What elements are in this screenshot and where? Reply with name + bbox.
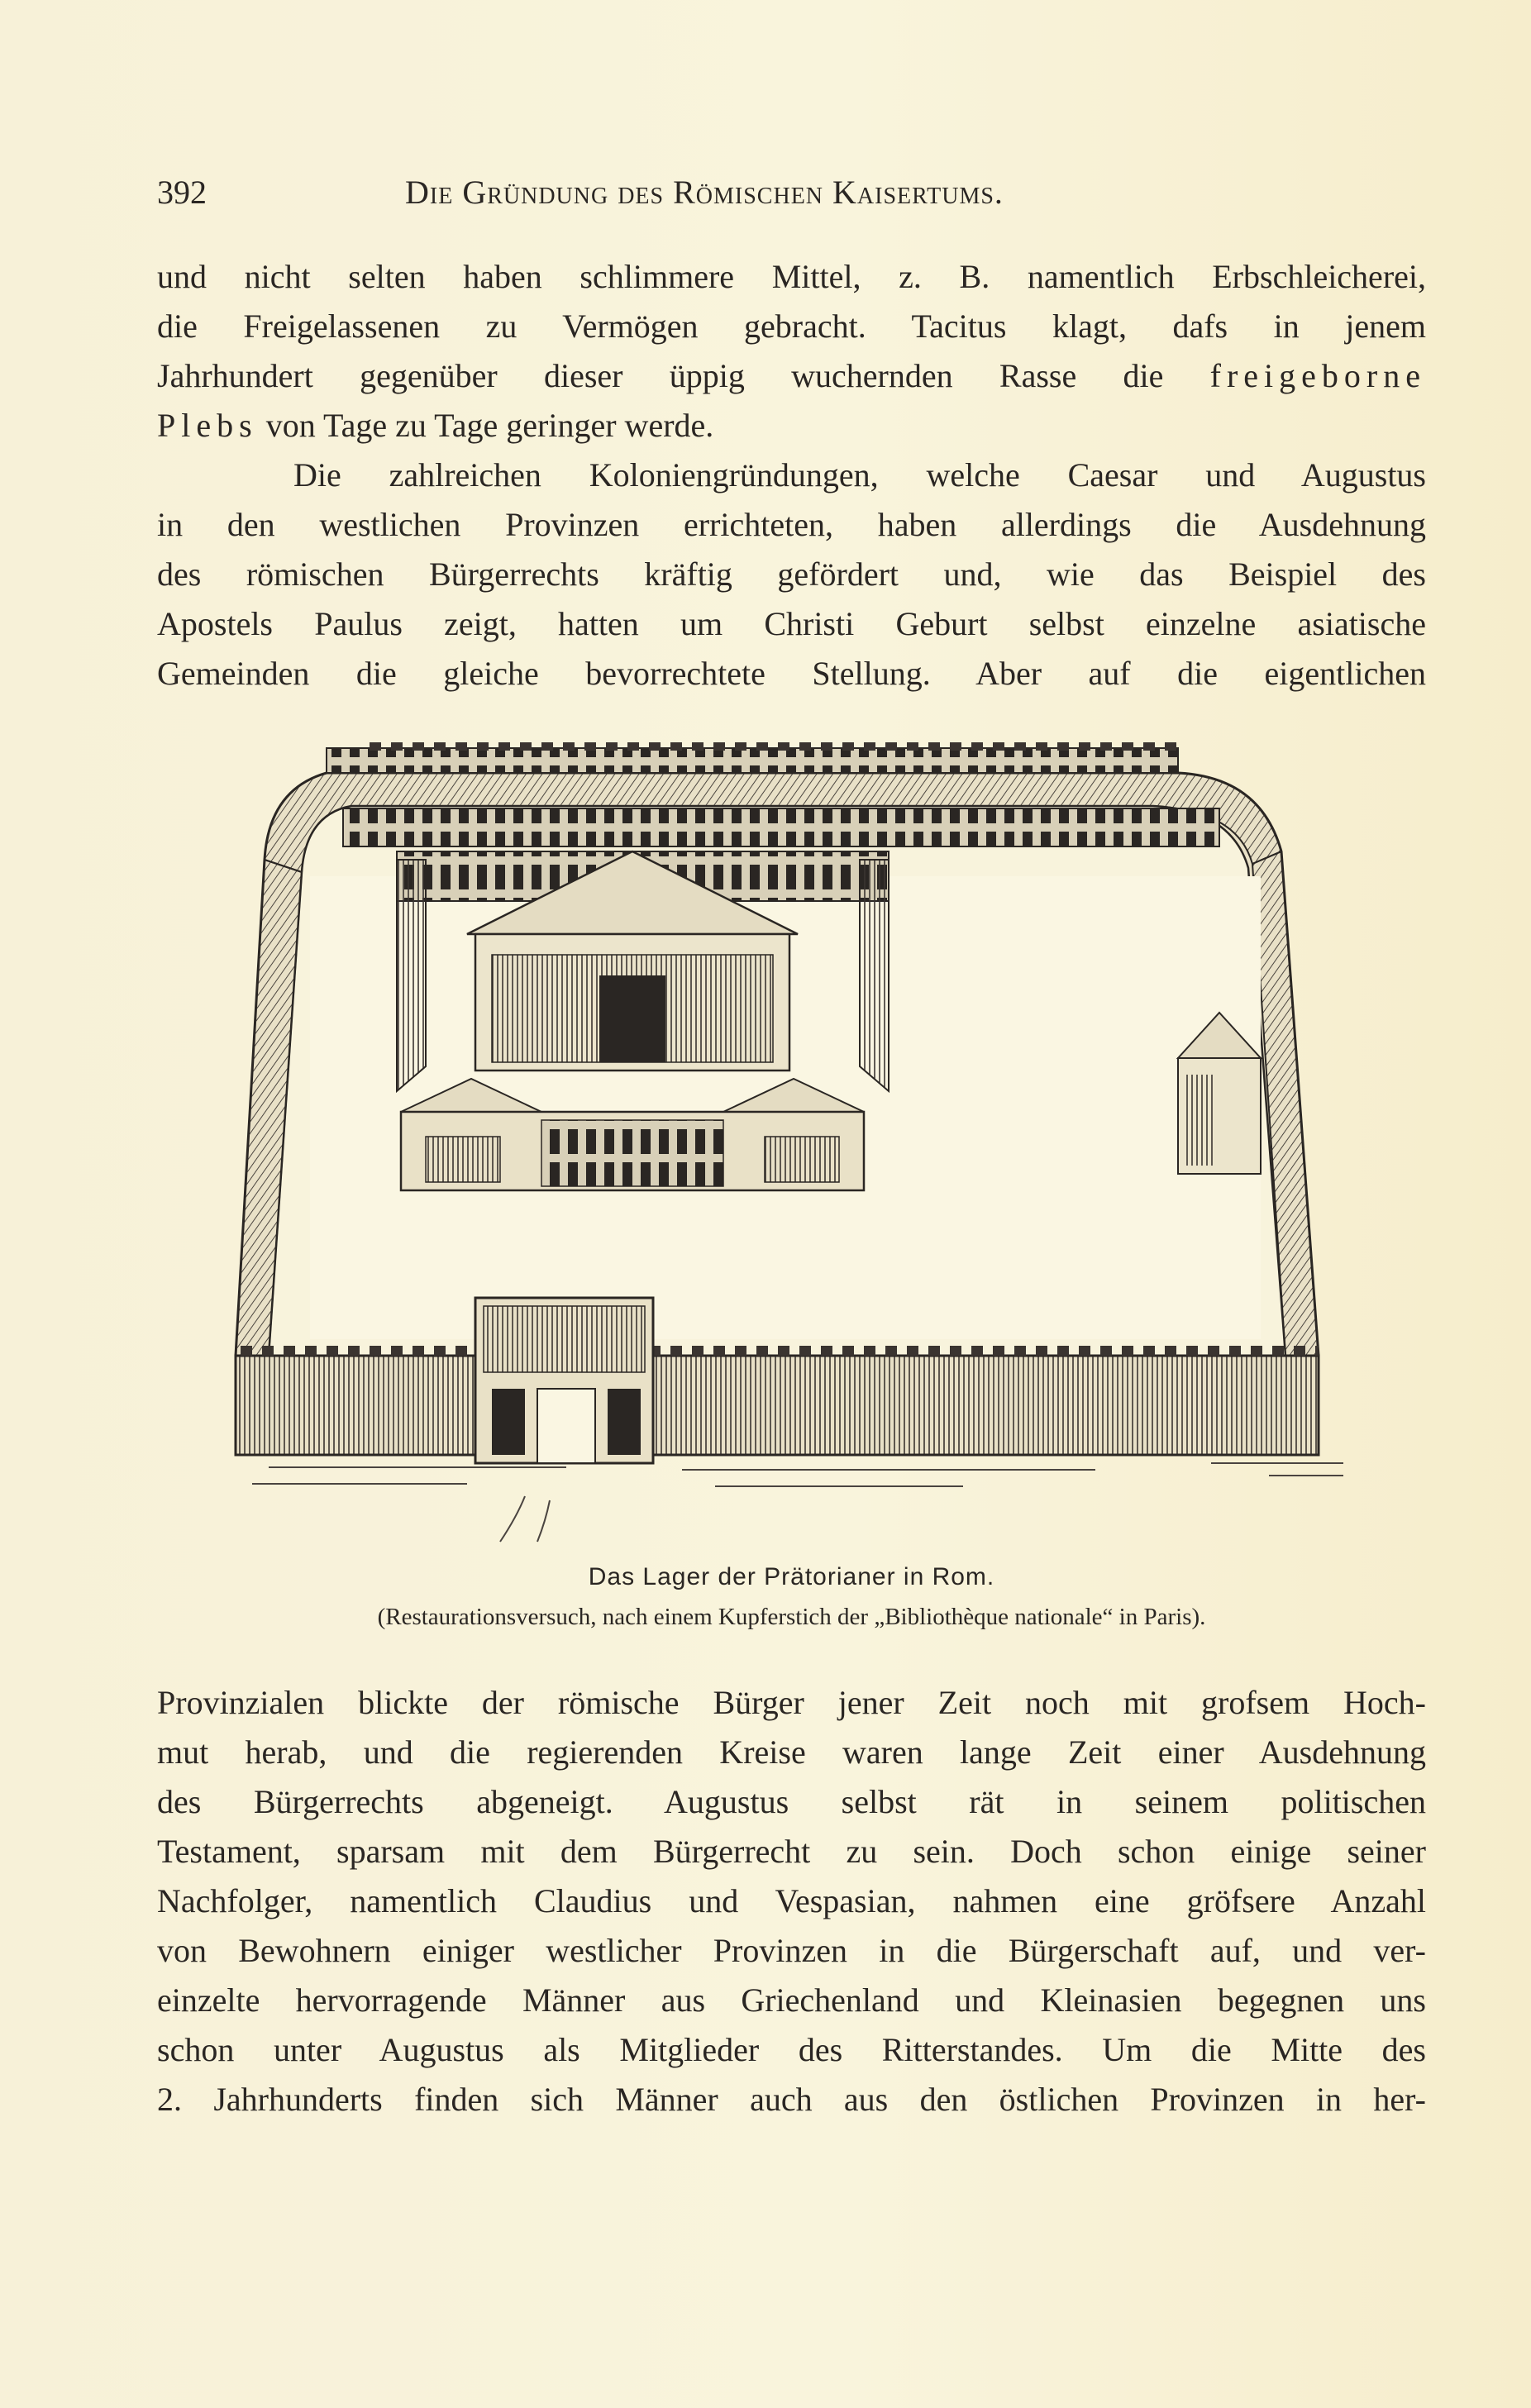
camp-illustration xyxy=(219,727,1368,1546)
engraving-praetorian-camp xyxy=(219,727,1368,1546)
paragraph-1 xyxy=(157,252,1426,451)
text-segment: Jahrhundert gegenüber dieser üppig wuchernden Rasse die xyxy=(157,357,1164,394)
paragraph-3 xyxy=(157,1678,1426,2124)
text-line: schon unter Augustus als Mitglieder des Ritterstandes. Um die Mitte des xyxy=(157,2031,1426,2068)
figure-caption-note: (Restaurationsversuch, nach einem Kupferstich der „Bibliothèque nationale“ in Paris). xyxy=(377,1604,1206,1630)
text-line: Testament, sparsam mit dem Bürgerrecht zu sein. Doch schon einige seiner xyxy=(157,1833,1426,1870)
figure-caption-title: Das Lager der Prätorianer in Rom. xyxy=(588,1563,995,1590)
text-line: mut herab, und die regierenden Kreise waren lange Zeit einer Ausdehnung xyxy=(157,1733,1426,1771)
text-line: Gemeinden die gleiche bevorrechtete Stellung. Aber auf die eigentlichen xyxy=(157,655,1426,692)
text-line: 2. Jahrhunderts finden sich Männer auch aus den östlichen Provinzen in her- xyxy=(157,2081,1426,2118)
ground-lines xyxy=(252,1463,1343,1542)
paragraph-2 xyxy=(157,451,1426,699)
text-line: die Freigelassenen zu Vermögen gebracht. Tacitus klagt, dafs in jenem xyxy=(157,308,1426,345)
text-line: des Bürgerrechts abgeneigt. Augustus selbst rät in seinem politischen xyxy=(157,1783,1426,1820)
text-line-with-spaced-word xyxy=(157,351,1426,401)
spaced-word: Plebs xyxy=(157,407,258,444)
text-line: und nicht selten haben schlimmere Mittel, z. B. namentlich Erbschleicherei, xyxy=(157,258,1426,295)
spaced-word: freigeborne xyxy=(1209,357,1426,394)
text-line-with-spaced-word xyxy=(157,401,1426,451)
text-line: einzelte hervorragende Männer aus Griechenland und Kleinasien begegnen uns xyxy=(157,1981,1426,2019)
page-number: 392 xyxy=(157,174,207,211)
text-line: von Bewohnern einiger westlicher Provinzen in die Bürgerschaft auf, und ver- xyxy=(157,1932,1426,1969)
text-segment: von Tage zu Tage geringer werde. xyxy=(265,407,714,444)
text-line: des römischen Bürgerrechts kräftig gefördert und, wie das Beispiel des xyxy=(157,556,1426,593)
text-line: Apostels Paulus zeigt, hatten um Christi Geburt selbst einzelne asiatische xyxy=(157,605,1426,642)
text-line: in den westlichen Provinzen errichteten, haben allerdings die Ausdehnung xyxy=(157,506,1426,543)
text-line: Provinzialen blickte der römische Bürger jener Zeit noch mit grofsem Hoch- xyxy=(157,1684,1426,1721)
text-line: Die zahlreichen Koloniengründungen, welche Caesar und Augustus xyxy=(293,456,1426,494)
text-line: Nachfolger, namentlich Claudius und Vespasian, nahmen eine gröfsere Anzahl xyxy=(157,1882,1426,1919)
running-title: Die Gründung des Römischen Kaisertums. xyxy=(405,174,1004,211)
